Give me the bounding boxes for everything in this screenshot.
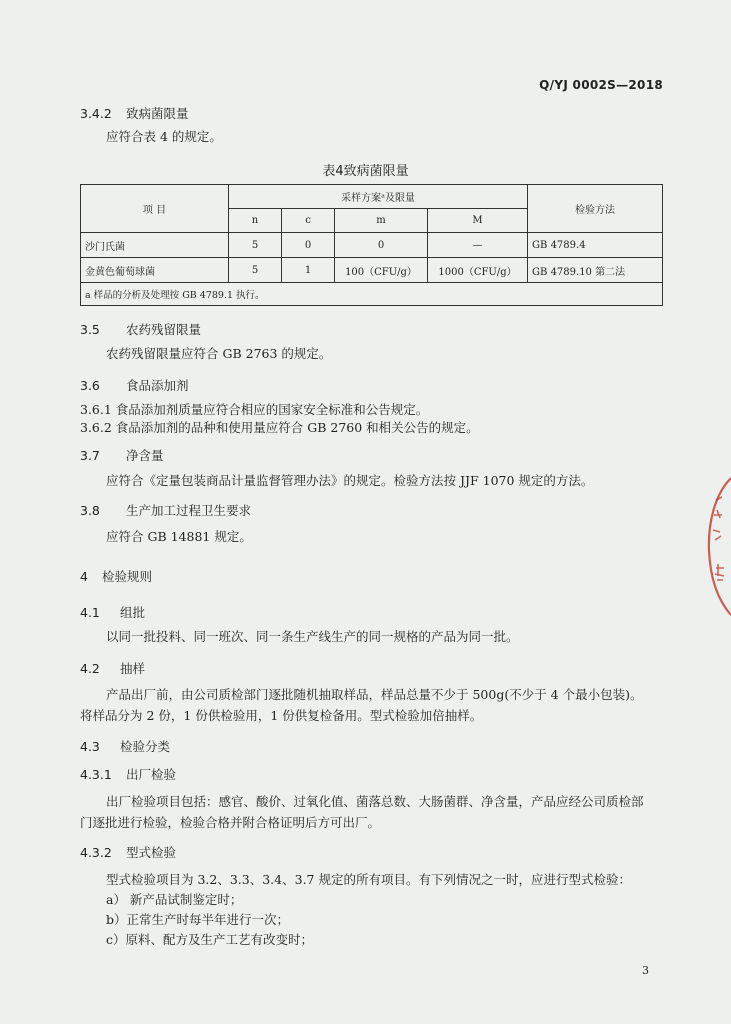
header-m-upper: M	[428, 209, 528, 233]
section-number: 3.8	[80, 503, 100, 518]
section-number: 3.5	[80, 322, 100, 337]
cell-n: 5	[229, 233, 282, 258]
section-number: 4.3.1	[80, 767, 112, 782]
section-number: 4.3.2	[80, 845, 112, 860]
section-number: 3.7	[80, 448, 100, 463]
section-title: 出厂检验	[126, 767, 177, 782]
section-title: 致病菌限量	[126, 106, 189, 121]
cell-m-upper: —	[428, 233, 528, 258]
section-number: 4.1	[80, 605, 100, 620]
paragraph-4-1: 以同一批投料、同一班次、同一条生产线生产的同一规格的产品为同一批。	[106, 629, 519, 644]
paragraph-4-2-line2: 将样品分为 2 份，1 份供检验用，1 份供复检备用。型式检验加倍抽样。	[80, 708, 483, 723]
paragraph-4-3-1-line1: 出厂检验项目包括：感官、酸价、过氧化值、菌落总数、大肠菌群、净含量，产品应经公司质检部	[106, 794, 644, 809]
section-title: 农药残留限量	[126, 322, 202, 337]
header-n: n	[229, 209, 282, 233]
paragraph-3-4-2: 应符合表 4 的规定。	[106, 129, 222, 144]
paragraph-4-3-1-line2: 门逐批进行检验，检验合格并附合格证明后方可出厂。	[80, 815, 381, 830]
header-item: 项 目	[81, 185, 229, 233]
cell-method: GB 4789.10 第二法	[528, 258, 663, 283]
paragraph-3-8: 应符合 GB 14881 规定。	[106, 529, 252, 544]
section-title: 食品添加剂	[126, 378, 189, 393]
paragraph-3-6-2: 3.6.2 食品添加剂的品种和使用量应符合 GB 2760 和相关公告的规定。	[80, 420, 479, 435]
table-caption: 表4致病菌限量	[322, 164, 409, 179]
header-c: c	[282, 209, 335, 233]
cell-method: GB 4789.4	[528, 233, 663, 258]
cell-m-lower: 0	[335, 233, 428, 258]
section-title: 抽样	[120, 661, 146, 676]
heading-3-8	[80, 501, 251, 519]
pathogen-limit-table	[80, 184, 663, 306]
list-item-b: b）正常生产时每半年进行一次；	[106, 912, 290, 927]
table-note: a 样品的分析及处理按 GB 4789.1 执行。	[81, 283, 663, 306]
cell-m-lower: 100（CFU/g）	[335, 258, 428, 283]
cell-c: 1	[282, 258, 335, 283]
heading-4	[80, 567, 152, 585]
heading-4-3	[80, 737, 170, 755]
heading-3-7	[80, 446, 164, 464]
section-number: 4.2	[80, 661, 100, 676]
paragraph-4-2-line1: 产品出厂前，由公司质检部门逐批随机抽取样品，样品总量不少于 500g(不少于 4 个最小包装)。	[106, 687, 643, 702]
section-title: 净含量	[126, 448, 164, 463]
section-number: 4	[80, 569, 88, 584]
section-number: 3.4.2	[80, 106, 112, 121]
list-item-a: a） 新产品试制鉴定时；	[106, 892, 243, 907]
section-title: 检验规则	[102, 569, 153, 584]
section-title: 生产加工过程卫生要求	[126, 503, 252, 518]
paragraph-3-6-1: 3.6.1 食品添加剂质量应符合相应的国家安全标准和公告规定。	[80, 402, 429, 417]
cell-m-upper: 1000（CFU/g）	[428, 258, 528, 283]
heading-4-2	[80, 659, 145, 677]
document-number: Q/YJ 0002S—2018	[539, 78, 663, 92]
header-m-lower: m	[335, 209, 428, 233]
section-title: 检验分类	[120, 739, 171, 754]
cell-n: 5	[229, 258, 282, 283]
section-title: 组批	[120, 605, 146, 620]
header-sampling-plan: 采样方案ᵃ及限量	[229, 185, 528, 209]
cell-item: 沙门氏菌	[81, 233, 229, 258]
section-number: 4.3	[80, 739, 100, 754]
heading-3-6	[80, 376, 189, 394]
section-title: 型式检验	[126, 845, 177, 860]
cell-c: 0	[282, 233, 335, 258]
heading-3-4-2	[80, 104, 189, 122]
paragraph-3-7: 应符合《定量包装商品计量监督管理办法》的规定。检验方法按 JJF 1070 规定的方法。	[106, 473, 594, 488]
table-row	[81, 233, 663, 258]
list-item-c: c）原料、配方及生产工艺有改变时；	[106, 932, 314, 947]
red-seal-stamp	[704, 470, 731, 620]
section-number: 3.6	[80, 378, 100, 393]
table-note-row	[81, 283, 663, 306]
paragraph-4-3-2-intro: 型式检验项目为 3.2、3.3、3.4、3.7 规定的所有项目。有下列情况之一时，应进行型式检验：	[106, 872, 631, 887]
table-header-row	[81, 185, 663, 209]
header-method: 检验方法	[528, 185, 663, 233]
heading-4-3-2	[80, 843, 176, 861]
page-number: 3	[642, 964, 649, 977]
heading-4-1	[80, 603, 145, 621]
paragraph-3-5: 农药残留限量应符合 GB 2763 的规定。	[106, 346, 332, 361]
table-row	[81, 258, 663, 283]
heading-4-3-1	[80, 765, 176, 783]
heading-3-5	[80, 320, 201, 338]
cell-item: 金黄色葡萄球菌	[81, 258, 229, 283]
